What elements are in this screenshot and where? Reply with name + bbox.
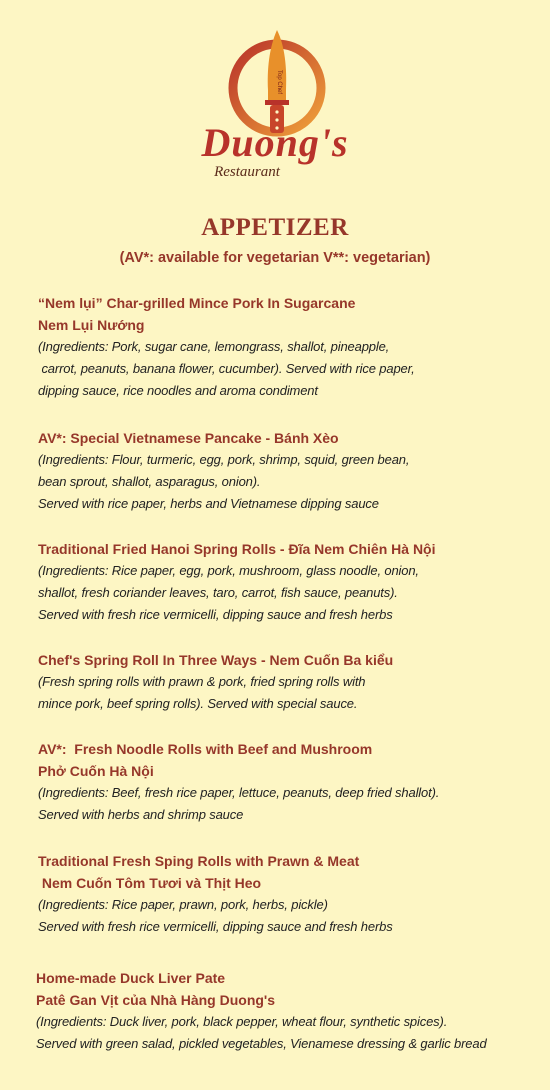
menu-item [38, 292, 543, 402]
item-description: Served with green salad, pickled vegetables, Vienamese dressing & garlic bread [36, 1036, 487, 1051]
item-title-vi: Nem Cuốn Tôm Tươi và Thịt Heo [38, 875, 262, 891]
item-title: AV*: Special Vietnamese Pancake - Bánh Xèo [38, 430, 339, 446]
logo-name: Duong's [201, 120, 349, 165]
item-description: bean sprout, shallot, asparagus, onion). [38, 474, 261, 489]
item-description: Served with fresh rice vermicelli, dipping sauce and fresh herbs [38, 607, 393, 622]
item-description: dipping sauce, rice noodles and aroma condiment [38, 383, 318, 398]
item-description: carrot, peanuts, banana flower, cucumber). Served with rice paper, [38, 361, 415, 376]
logo-subtitle: Restaurant [214, 164, 280, 180]
menu-item [38, 427, 543, 515]
restaurant-logo [175, 28, 375, 188]
item-description: (Ingredients: Rice paper, prawn, pork, herbs, pickle) [38, 897, 328, 912]
item-title-vi: Patê Gan Vịt của Nhà Hàng Duong's [36, 992, 276, 1008]
item-description: Served with fresh rice vermicelli, dipping sauce and fresh herbs [38, 919, 393, 934]
menu-item [38, 850, 543, 938]
section-legend: (AV*: available for vegetarian V**: vegetarian) [119, 250, 431, 266]
item-title: Home-made Duck Liver Pate [36, 970, 226, 986]
menu-item [38, 649, 543, 715]
item-description: (Ingredients: Beef, fresh rice paper, lettuce, peanuts, deep fried shallot). [38, 785, 440, 800]
item-description: (Ingredients: Duck liver, pork, black pepper, wheat flour, synthetic spices). [36, 1014, 448, 1029]
item-description: (Ingredients: Pork, sugar cane, lemongrass, shallot, pineapple, [38, 339, 390, 354]
section-title: APPETIZER [201, 214, 349, 241]
menu-item [36, 967, 541, 1055]
item-description: (Ingredients: Rice paper, egg, pork, mushroom, glass noodle, onion, [38, 563, 419, 578]
item-title-vi: Phở Cuốn Hà Nội [38, 763, 154, 779]
knife-text: Top Chef [276, 70, 282, 95]
item-description: Served with herbs and shrimp sauce [38, 807, 244, 822]
item-title: “Nem lụi” Char-grilled Mince Pork In Sugarcane [38, 295, 356, 311]
item-title: AV*: Fresh Noodle Rolls with Beef and Mushroom [38, 741, 373, 757]
item-description: Served with rice paper, herbs and Vietnamese dipping sauce [38, 496, 379, 511]
item-title: Chef's Spring Roll In Three Ways - Nem Cuốn Ba kiểu [38, 652, 394, 668]
item-description: mince pork, beef spring rolls). Served with special sauce. [38, 696, 358, 711]
item-description: (Fresh spring rolls with prawn & pork, fried spring rolls with [38, 674, 366, 689]
menu-item [38, 738, 543, 826]
item-title: Traditional Fried Hanoi Spring Rolls - Đĩa Nem Chiên Hà Nội [38, 541, 436, 557]
item-title-vi: Nem Lụi Nướng [38, 317, 145, 333]
item-description: (Ingredients: Flour, turmeric, egg, pork, shrimp, squid, green bean, [38, 452, 410, 467]
item-description: shallot, fresh coriander leaves, taro, carrot, fish sauce, peanuts). [38, 585, 398, 600]
item-title: Traditional Fresh Sping Rolls with Prawn & Meat [38, 853, 360, 869]
menu-item [38, 538, 543, 626]
